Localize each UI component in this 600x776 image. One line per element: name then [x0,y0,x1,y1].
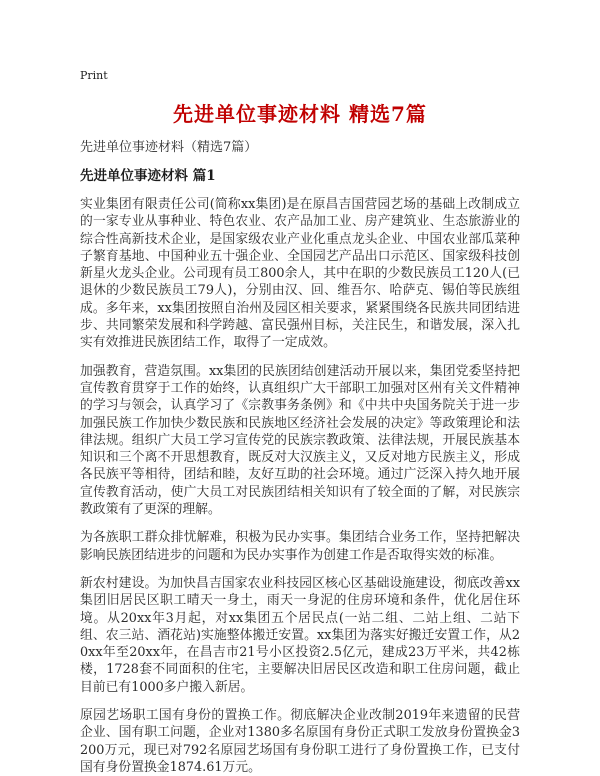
document-subtitle: 先进单位事迹材料（精选7篇） [80,140,258,155]
article-paragraph-1: 实业集团有限责任公司(简称xx集团)是在原昌吉国营园艺场的基础上改制成立的一家专业从事种业、特色农业、农产品加工业、房产建筑业、生态旅游业的综合性高新技术企业，是国家级农业产业化重点龙头企业、中国农业部瓜菜种子繁育基地、中国种业五十强企业、全国园艺产品出口示范区、国家级科技创新星火龙头企业。公司现有员工800余人，其中在职的少数民族员工120人(已退休的少数民族员工79人)，分别由汉、回、维吾尔、哈萨克、锡伯等民族组成。多年来，xx集团按照自治州及园区相关要求，紧紧围绕各民族共同团结进步、共同繁荣发展和科学跨越、富民强州目标，关注民生，和谐发展，深入扎实有效推进民族团结工作，取得了一定成效。 [80,197,520,351]
article-paragraph-5: 原园艺场职工国有身份的置换工作。彻底解决企业改制2019年来遗留的民营企业、国有职工问题，企业对1380多名原国有身份正式职工发放身份置换金3200万元，现已对792名原园艺场国有身份职工进行了身份置换工作，已支付国有身份置换金1874.61万元。 [80,708,520,775]
article-paragraph-3: 为各族职工群众排忧解难，积极为民办实事。集团结合业务工作，坚持把解决影响民族团结进步的问题和为民办实事作为创建工作是否取得实效的标准。 [80,530,520,563]
page-title: 先进单位事迹材料 精选7篇 [173,102,427,126]
article-paragraph-2: 加强教育，营造氛围。xx集团的民族团结创建活动开展以来，集团党委坚持把宣传教育贯穿于工作的始终，认真组织广大干部职工加强对区州有关文件精神的学习与领会，认真学习了《宗教事务条例》和《中共中央国务院关于进一步加强民族工作加快少数民族和民族地区经济社会发展的决定》等政策理论和法律法规。组织广大员工学习宣传党的民族宗教政策、法律法规，开展民族基本知识和三个离不开思想教育，既反对大汉族主义，又反对地方民族主义，形成各民族平等相待，团结和睦，友好互助的社会环境。通过广泛深入持久地开展宣传教育活动，使广大员工对民族团结相关知识有了较全面的了解，对民族宗教政策有了更深的理解。 [80,363,520,518]
section-heading-part1: 先进单位事迹材料 篇1 [80,168,216,184]
article-paragraph-4: 新农村建设。为加快昌吉国家农业科技园区核心区基础设施建设，彻底改善xx集团旧居民区职工晴天一身土，雨天一身泥的住房环境和条件，优化居住环境。从20xx年3月起，对xx集团五个居民点(一站二组、二站上组、二站下组、农三站、酒花站)实施整体搬迁安置。xx集团为落实好搬迁安置工作，从20xx年至20xx年，在昌吉市21号小区投资2.5亿元，建成23万平米，共42栋楼，1728套不同面积的住宅，主要解决旧居民区改造和职工住房问题，截止目前已有1000多户搬入新居。 [80,575,520,695]
print-link[interactable]: Print [80,69,108,82]
